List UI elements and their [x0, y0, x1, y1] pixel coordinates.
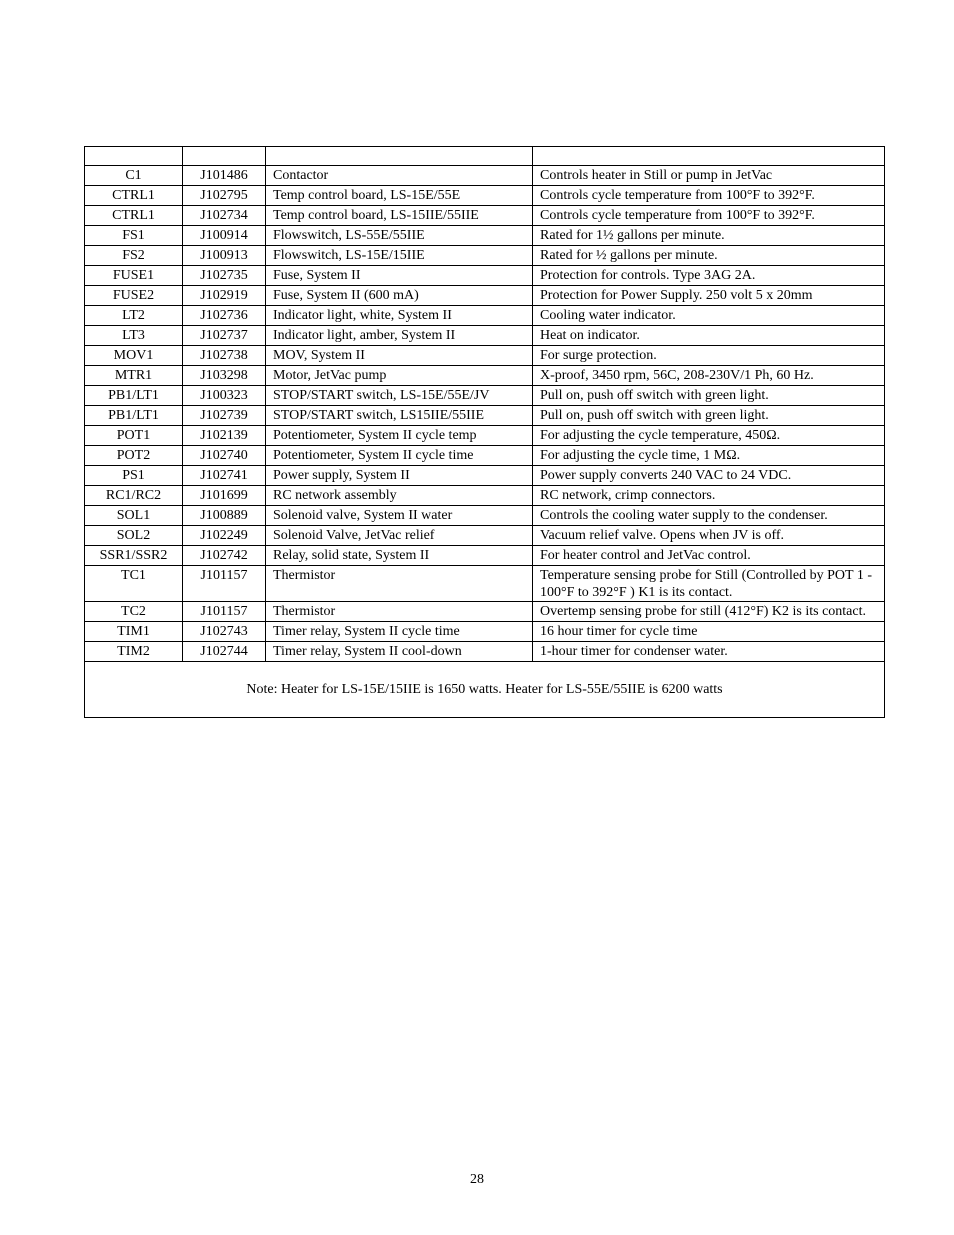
table-row: [85, 286, 885, 306]
part-number-cell: J102741: [183, 466, 266, 486]
function-cell: Protection for controls. Type 3AG 2A.: [533, 266, 885, 286]
description-cell: Temp control board, LS-15E/55E: [266, 186, 533, 206]
part-number-cell: J101699: [183, 486, 266, 506]
ref-cell: TIM1: [85, 622, 183, 642]
ref-cell: SOL2: [85, 526, 183, 546]
description-cell: Flowswitch, LS-55E/55IIE: [266, 226, 533, 246]
table-row: [85, 166, 885, 186]
ref-cell: TC1: [85, 566, 183, 602]
part-number-cell: J100914: [183, 226, 266, 246]
function-cell: 16 hour timer for cycle time: [533, 622, 885, 642]
function-cell: For surge protection.: [533, 346, 885, 366]
function-cell: Cooling water indicator.: [533, 306, 885, 326]
part-number-cell: J102739: [183, 406, 266, 426]
ref-cell: POT2: [85, 446, 183, 466]
ref-cell: LT2: [85, 306, 183, 326]
heater-note: Note: Heater for LS-15E/15IIE is 1650 watts. Heater for LS-55E/55IIE is 6200 watts: [85, 662, 885, 718]
table-row: [85, 506, 885, 526]
description-cell: Indicator light, white, System II: [266, 306, 533, 326]
table-row: [85, 326, 885, 346]
description-cell: MOV, System II: [266, 346, 533, 366]
table-row: [85, 266, 885, 286]
part-number-cell: J101157: [183, 602, 266, 622]
ref-cell: C1: [85, 166, 183, 186]
description-cell: Indicator light, amber, System II: [266, 326, 533, 346]
part-number-cell: J102795: [183, 186, 266, 206]
header-cell-part: [183, 147, 266, 166]
header-cell-ref: [85, 147, 183, 166]
ref-cell: FUSE2: [85, 286, 183, 306]
part-number-cell: J101157: [183, 566, 266, 602]
function-cell: 1-hour timer for condenser water.: [533, 642, 885, 662]
part-number-cell: J100913: [183, 246, 266, 266]
table-row: [85, 566, 885, 602]
description-cell: Timer relay, System II cycle time: [266, 622, 533, 642]
ref-cell: TC2: [85, 602, 183, 622]
part-number-cell: J101486: [183, 166, 266, 186]
table-row: [85, 346, 885, 366]
table-row: [85, 186, 885, 206]
description-cell: Fuse, System II (600 mA): [266, 286, 533, 306]
part-number-cell: J102738: [183, 346, 266, 366]
parts-table: [84, 146, 885, 718]
function-cell: Pull on, push off switch with green light.: [533, 406, 885, 426]
table-row: [85, 546, 885, 566]
description-cell: Potentiometer, System II cycle temp: [266, 426, 533, 446]
description-cell: Motor, JetVac pump: [266, 366, 533, 386]
function-cell: RC network, crimp connectors.: [533, 486, 885, 506]
table-row: [85, 486, 885, 506]
description-cell: Timer relay, System II cool-down: [266, 642, 533, 662]
ref-cell: LT3: [85, 326, 183, 346]
table-row: [85, 206, 885, 226]
table-row: [85, 622, 885, 642]
ref-cell: POT1: [85, 426, 183, 446]
table-row: [85, 246, 885, 266]
description-cell: Potentiometer, System II cycle time: [266, 446, 533, 466]
description-cell: Fuse, System II: [266, 266, 533, 286]
ref-cell: MOV1: [85, 346, 183, 366]
ref-cell: CTRL1: [85, 206, 183, 226]
table-row: [85, 526, 885, 546]
part-number-cell: J100323: [183, 386, 266, 406]
part-number-cell: J102736: [183, 306, 266, 326]
part-number-cell: J102743: [183, 622, 266, 642]
description-cell: STOP/START switch, LS15IIE/55IIE: [266, 406, 533, 426]
description-cell: Thermistor: [266, 566, 533, 602]
part-number-cell: J102734: [183, 206, 266, 226]
table-row: [85, 406, 885, 426]
ref-cell: FS2: [85, 246, 183, 266]
part-number-cell: J102742: [183, 546, 266, 566]
part-number-cell: J102735: [183, 266, 266, 286]
table-row: [85, 306, 885, 326]
description-cell: Solenoid valve, System II water: [266, 506, 533, 526]
ref-cell: MTR1: [85, 366, 183, 386]
function-cell: Vacuum relief valve. Opens when JV is off.: [533, 526, 885, 546]
description-cell: Thermistor: [266, 602, 533, 622]
function-cell: Pull on, push off switch with green light.: [533, 386, 885, 406]
function-cell: Controls heater in Still or pump in JetVac: [533, 166, 885, 186]
description-cell: Relay, solid state, System II: [266, 546, 533, 566]
part-number-cell: J102249: [183, 526, 266, 546]
description-cell: Contactor: [266, 166, 533, 186]
function-cell: Protection for Power Supply. 250 volt 5 x 20mm: [533, 286, 885, 306]
part-number-cell: J100889: [183, 506, 266, 526]
table-row: [85, 226, 885, 246]
description-cell: Temp control board, LS-15IIE/55IIE: [266, 206, 533, 226]
ref-cell: PB1/LT1: [85, 406, 183, 426]
part-number-cell: J102740: [183, 446, 266, 466]
function-cell: X-proof, 3450 rpm, 56C, 208-230V/1 Ph, 60 Hz.: [533, 366, 885, 386]
table-row: [85, 366, 885, 386]
description-cell: Flowswitch, LS-15E/15IIE: [266, 246, 533, 266]
ref-cell: FS1: [85, 226, 183, 246]
description-cell: RC network assembly: [266, 486, 533, 506]
header-cell-function: [533, 147, 885, 166]
function-cell: Rated for ½ gallons per minute.: [533, 246, 885, 266]
function-cell: Heat on indicator.: [533, 326, 885, 346]
function-cell: Controls the cooling water supply to the condenser.: [533, 506, 885, 526]
function-cell: For adjusting the cycle time, 1 MΩ.: [533, 446, 885, 466]
ref-cell: SSR1/SSR2: [85, 546, 183, 566]
ref-cell: CTRL1: [85, 186, 183, 206]
table-row: [85, 642, 885, 662]
part-number-cell: J102919: [183, 286, 266, 306]
part-number-cell: J103298: [183, 366, 266, 386]
ref-cell: FUSE1: [85, 266, 183, 286]
description-cell: Solenoid Valve, JetVac relief: [266, 526, 533, 546]
function-cell: Rated for 1½ gallons per minute.: [533, 226, 885, 246]
function-cell: Temperature sensing probe for Still (Controlled by POT 1 - 100°F to 392°F ) K1 is its contact.: [533, 566, 885, 602]
function-cell: Overtemp sensing probe for still (412°F) K2 is its contact.: [533, 602, 885, 622]
header-row: [85, 147, 885, 166]
part-number-cell: J102744: [183, 642, 266, 662]
part-number-cell: J102139: [183, 426, 266, 446]
ref-cell: PB1/LT1: [85, 386, 183, 406]
function-cell: For adjusting the cycle temperature, 450Ω.: [533, 426, 885, 446]
function-cell: For heater control and JetVac control.: [533, 546, 885, 566]
table-row: [85, 602, 885, 622]
ref-cell: RC1/RC2: [85, 486, 183, 506]
table-row: [85, 426, 885, 446]
description-cell: STOP/START switch, LS-15E/55E/JV: [266, 386, 533, 406]
table-row: [85, 466, 885, 486]
function-cell: Controls cycle temperature from 100°F to 392°F.: [533, 186, 885, 206]
page-number: 28: [470, 1172, 484, 1187]
function-cell: Controls cycle temperature from 100°F to 392°F.: [533, 206, 885, 226]
ref-cell: TIM2: [85, 642, 183, 662]
header-cell-description: [266, 147, 533, 166]
function-cell: Power supply converts 240 VAC to 24 VDC.: [533, 466, 885, 486]
description-cell: Power supply, System II: [266, 466, 533, 486]
note-row: [85, 662, 885, 718]
table-body: [85, 166, 885, 662]
ref-cell: SOL1: [85, 506, 183, 526]
ref-cell: PS1: [85, 466, 183, 486]
table-row: [85, 386, 885, 406]
table-row: [85, 446, 885, 466]
part-number-cell: J102737: [183, 326, 266, 346]
